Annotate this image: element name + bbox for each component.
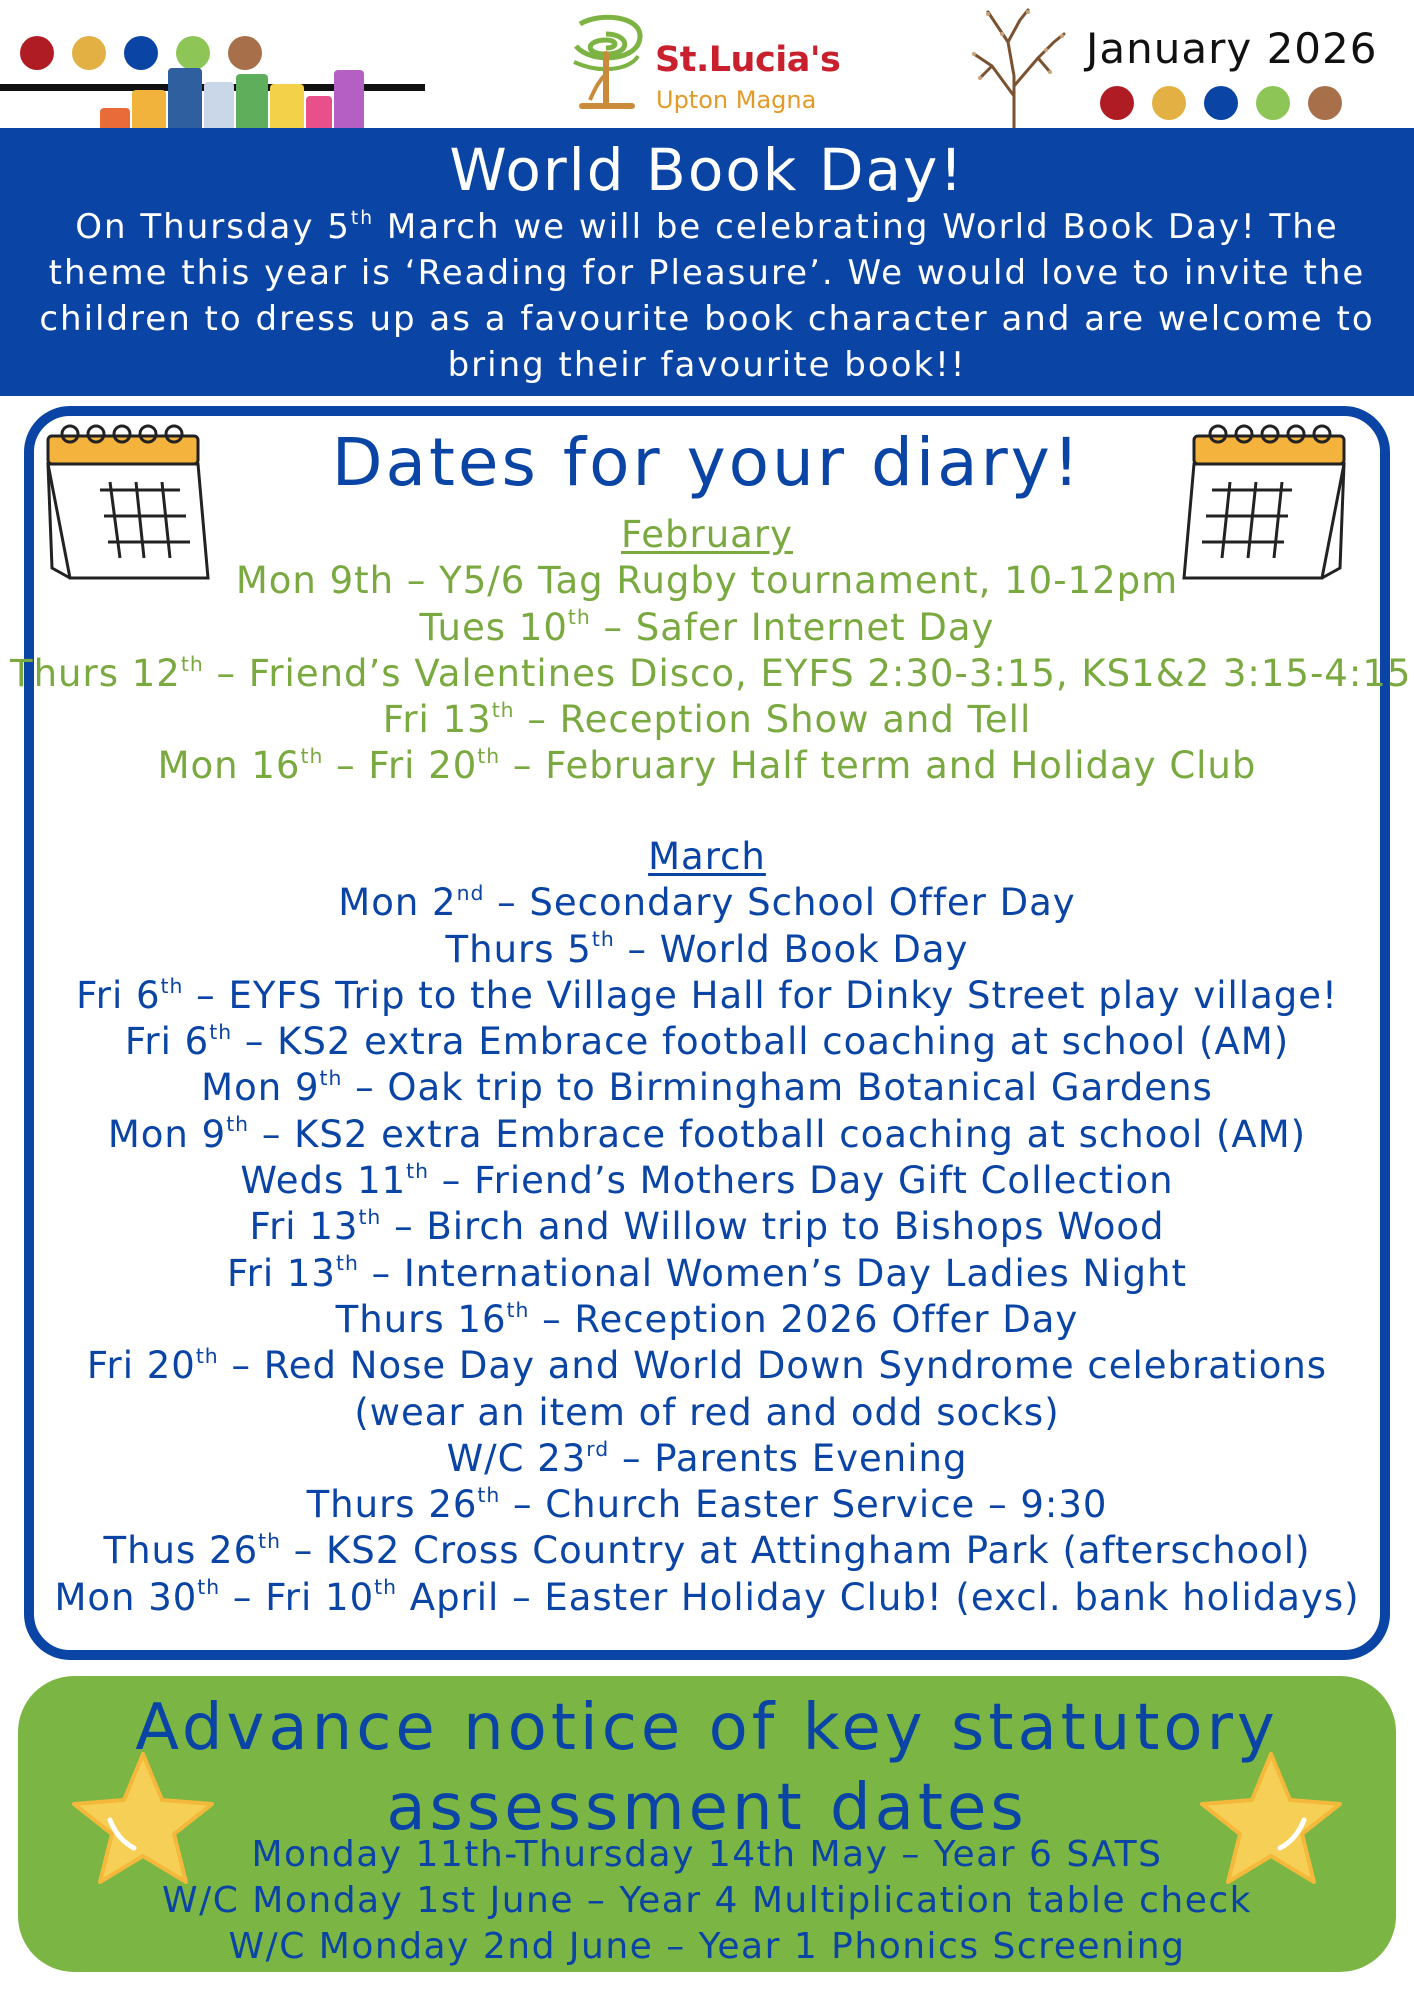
list-item: Thurs 12th – Friend’s Valentines Disco, EYFS 2:30-3:15, KS1&2 3:15-4:15 <box>10 651 1412 695</box>
list-item: Fri 6th – EYFS Trip to the Village Hall for Dinky Street play village! <box>76 973 1338 1017</box>
world-book-day-title: World Book Day! <box>449 136 965 204</box>
bare-tree-icon <box>958 6 1070 130</box>
list-item: W/C 23rd – Parents Evening <box>446 1436 968 1480</box>
list-item: Thurs 5th – World Book Day <box>445 927 969 971</box>
list-item: Weds 11th – Friend’s Mothers Day Gift Collection <box>240 1158 1174 1203</box>
decor-dot <box>20 36 54 70</box>
decor-dot <box>1308 86 1342 120</box>
decor-dot <box>1204 86 1238 120</box>
school-location: Upton Magna <box>656 86 817 114</box>
decor-dot <box>1100 86 1134 120</box>
list-item: Thus 26th – KS2 Cross Country at Attingham Park (afterschool) <box>103 1529 1311 1573</box>
decor-dot <box>1152 86 1186 120</box>
swirl-cross-logo-icon <box>560 14 652 114</box>
list-item: W/C Monday 2nd June – Year 1 Phonics Screening <box>228 1926 1186 1967</box>
world-book-day-text: On Thursday 5th March we will be celebrating World Book Day! The theme this year is ‘Reading for Pleasure’. We would love to invite the children to dress up as a favourite book character and are welcome to bring their favourite book!! <box>39 207 1375 385</box>
list-item: Thurs 26th – Church Easter Service – 9:30 <box>306 1482 1108 1527</box>
list-item: Mon 9th – Oak trip to Birmingham Botanical Gardens <box>201 1066 1213 1110</box>
march-heading: March <box>648 835 766 878</box>
list-item: Mon 2nd – Secondary School Offer Day <box>338 880 1076 925</box>
list-item: Mon 30th – Fri 10th April – Easter Holiday Club! (excl. bank holidays) <box>54 1575 1360 1619</box>
list-item: Fri 13th – Birch and Willow trip to Bishops Wood <box>249 1205 1165 1249</box>
assessment-list <box>0 1832 1414 1970</box>
march-list <box>40 834 1374 1621</box>
list-item: Mon 9th – Y5/6 Tag Rugby tournament, 10-12pm <box>235 559 1179 603</box>
list-item: Fri 20th – Red Nose Day and World Down Syndrome celebrations <box>86 1343 1328 1388</box>
decor-dot <box>1256 86 1290 120</box>
list-item: Thurs 16th – Reception 2026 Offer Day <box>335 1297 1079 1341</box>
list-item: (wear an item of red and odd socks) <box>354 1390 1060 1434</box>
list-item: Fri 13th – International Women’s Day Ladies Night <box>227 1251 1187 1295</box>
list-item: Mon 16th – Fri 20th – February Half term and Holiday Club <box>157 744 1257 788</box>
february-list <box>10 512 1412 790</box>
world-book-day-banner <box>0 128 1414 396</box>
list-item: W/C Monday 1st June – Year 4 Multiplication table check <box>161 1880 1252 1921</box>
list-item: Fri 13th – Reception Show and Tell <box>382 697 1032 742</box>
list-item: Fri 6th – KS2 extra Embrace football coaching at school (AM) <box>124 1019 1290 1064</box>
school-name: St.Lucia's <box>655 40 841 80</box>
list-item: Tues 10th – Safer Internet Day <box>419 605 995 649</box>
list-item: Mon 9th – KS2 extra Embrace football coaching at school (AM) <box>107 1112 1307 1156</box>
diary-title: Dates for your diary! <box>331 424 1083 501</box>
assessment-title: Advance notice of key statutory assessment dates <box>135 1691 1279 1845</box>
list-item: Monday 11th-Thursday 14th May – Year 6 SATS <box>251 1834 1163 1875</box>
issue-date: January 2026 <box>1086 24 1378 73</box>
february-heading: February <box>621 513 793 556</box>
